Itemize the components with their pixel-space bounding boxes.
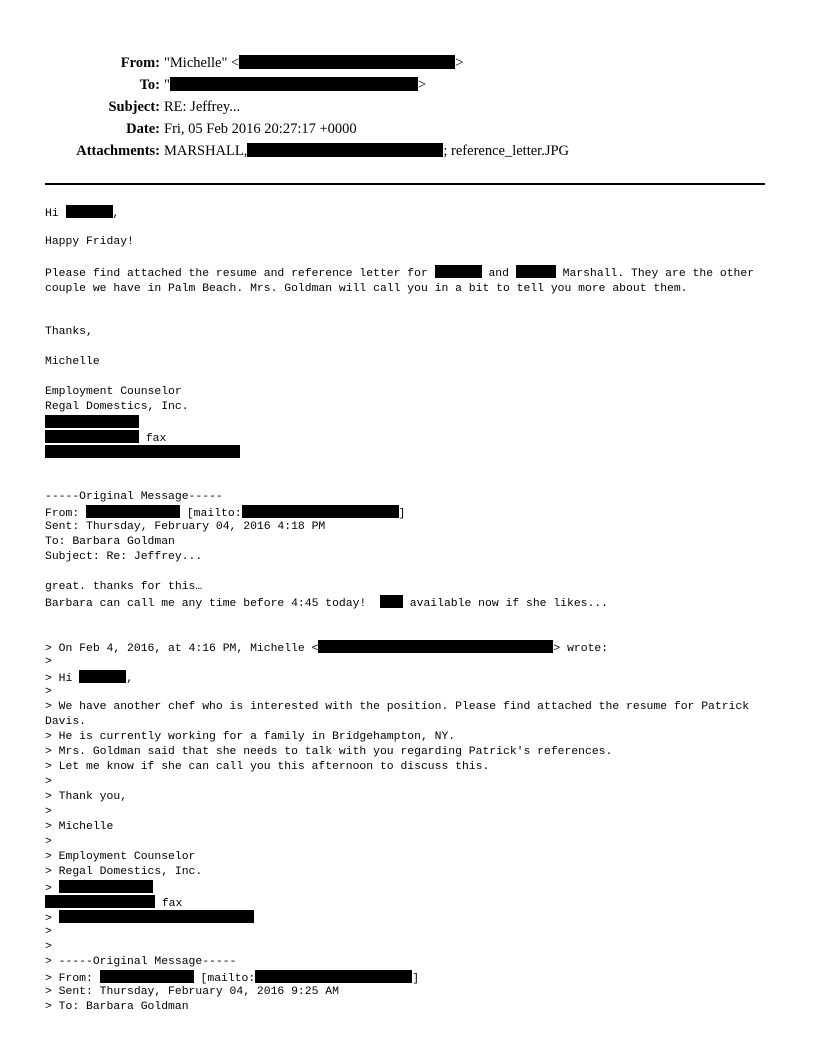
attachments-row (0, 141, 816, 161)
subject-row (0, 97, 816, 117)
redaction-bar (45, 895, 155, 908)
from-label: From: (120, 55, 160, 71)
redaction-bar (45, 430, 139, 443)
quote-marker: > (45, 656, 52, 668)
redaction-bar (59, 880, 153, 893)
attachments-value (164, 141, 569, 161)
redaction-bar (516, 265, 556, 278)
from-close: > (455, 55, 464, 71)
original-message-heading: -----Original Message----- (45, 491, 223, 503)
to-close: > (417, 77, 427, 93)
reply-line-2 (45, 595, 608, 612)
from-value (164, 53, 463, 73)
quote-marker: > (45, 776, 52, 788)
redaction-bar (66, 205, 113, 218)
subject-label: Subject: (108, 99, 160, 115)
redaction-bar (170, 77, 418, 91)
redaction-bar (239, 55, 455, 69)
quoted-original-sent: > Sent: Thursday, February 04, 2016 9:25 AM (45, 986, 339, 998)
happy-friday: Happy Friday! (45, 236, 134, 248)
quoted-line: > He is currently working for a family in Bridgehampton, NY. (45, 731, 456, 743)
quote-marker: > (45, 686, 52, 698)
quote-marker: > (45, 836, 52, 848)
from-prefix: > From: (45, 973, 100, 985)
date-value: Fri, 05 Feb 2016 20:27:17 +0000 (164, 121, 357, 137)
quoted-paragraph: > We have another chef who is interested with the position. Please find attached the resume for Patrick Davis. (45, 701, 756, 728)
mailto-close: ] (412, 973, 420, 985)
redaction-bar (435, 265, 482, 278)
attachment-name: MARSHALL, (164, 143, 248, 159)
subject-value: RE: Jeffrey... (164, 99, 241, 115)
paragraph-part: Marshall. They are the other couple we have in Palm Beach. Mrs. Goldman will call you in a bit to tell you more about them. (45, 268, 761, 295)
quoted-signature-name: > Michelle (45, 821, 114, 833)
from-row (0, 53, 816, 73)
redaction-bar (79, 670, 126, 683)
signature-title: Employment Counselor (45, 386, 182, 398)
attachment-rest: ; reference_letter.JPG (443, 143, 569, 159)
quoted-text: > wrote: (553, 643, 609, 655)
original-sent: Sent: Thursday, February 04, 2016 4:18 PM (45, 521, 326, 533)
mailto-close: ] (398, 508, 406, 520)
greeting (45, 205, 119, 222)
date-label: Date: (126, 121, 160, 137)
redaction-bar (100, 970, 194, 983)
to-value (164, 75, 426, 95)
to-label: To: (139, 77, 160, 93)
from-prefix: From: (45, 508, 87, 520)
quote-marker: > (45, 926, 52, 938)
reply-text: available now if she likes... (402, 598, 609, 610)
quoted-text: , (126, 673, 134, 685)
quoted-greeting (45, 670, 133, 687)
reply-line-1: great. thanks for this… (45, 581, 203, 593)
signature-company: Regal Domestics, Inc. (45, 401, 189, 413)
quoted-text: > On Feb 4, 2016, at 4:16 PM, Michelle < (45, 643, 319, 655)
redaction-bar (380, 595, 403, 608)
quoted-signature-company: > Regal Domestics, Inc. (45, 866, 203, 878)
mailto-text: [mailto: (193, 973, 256, 985)
body-paragraph (45, 265, 767, 297)
reply-text: Barbara can call me any time before 4:45 today! (45, 598, 380, 610)
quoted-on-line (45, 640, 608, 657)
quote-marker: > (45, 913, 59, 925)
redaction-bar (255, 970, 412, 983)
paragraph-part: and (481, 268, 516, 280)
to-row (0, 75, 816, 95)
to-open: " (164, 77, 170, 93)
quoted-line: > Let me know if she can call you this afternoon to discuss this. (45, 761, 490, 773)
redaction-bar (59, 910, 254, 923)
greeting-comma: , (112, 208, 120, 220)
fax-label: fax (155, 898, 183, 910)
greeting-text: Hi (45, 208, 66, 220)
redaction-bar (242, 505, 399, 518)
quoted-thank-you: > Thank you, (45, 791, 128, 803)
redaction-bar (318, 640, 553, 653)
signature-email (45, 445, 240, 462)
quoted-text: > Hi (45, 673, 80, 685)
date-row (0, 119, 816, 139)
from-name: "Michelle" < (164, 55, 240, 71)
quoted-signature-title: > Employment Counselor (45, 851, 196, 863)
signature-name: Michelle (45, 356, 100, 368)
quoted-signature-email (45, 910, 254, 927)
redaction-bar (86, 505, 180, 518)
quoted-line: > Mrs. Goldman said that she needs to talk with you regarding Patrick's references. (45, 746, 613, 758)
thanks: Thanks, (45, 326, 93, 338)
mailto-text: [mailto: (180, 508, 242, 520)
redaction-bar (45, 415, 139, 428)
quoted-original-heading: > -----Original Message----- (45, 956, 237, 968)
redaction-bar (247, 143, 443, 157)
fax-label: fax (139, 433, 167, 445)
attachments-label: Attachments: (76, 143, 160, 159)
quote-marker: > (45, 883, 59, 895)
header-divider (45, 183, 765, 185)
original-subject: Subject: Re: Jeffrey... (45, 551, 203, 563)
original-to: To: Barbara Goldman (45, 536, 175, 548)
redaction-bar (45, 445, 240, 458)
quote-marker: > (45, 941, 52, 953)
quoted-original-to: > To: Barbara Goldman (45, 1001, 189, 1013)
quote-marker: > (45, 806, 52, 818)
paragraph-part: Please find attached the resume and reference letter for (45, 268, 435, 280)
